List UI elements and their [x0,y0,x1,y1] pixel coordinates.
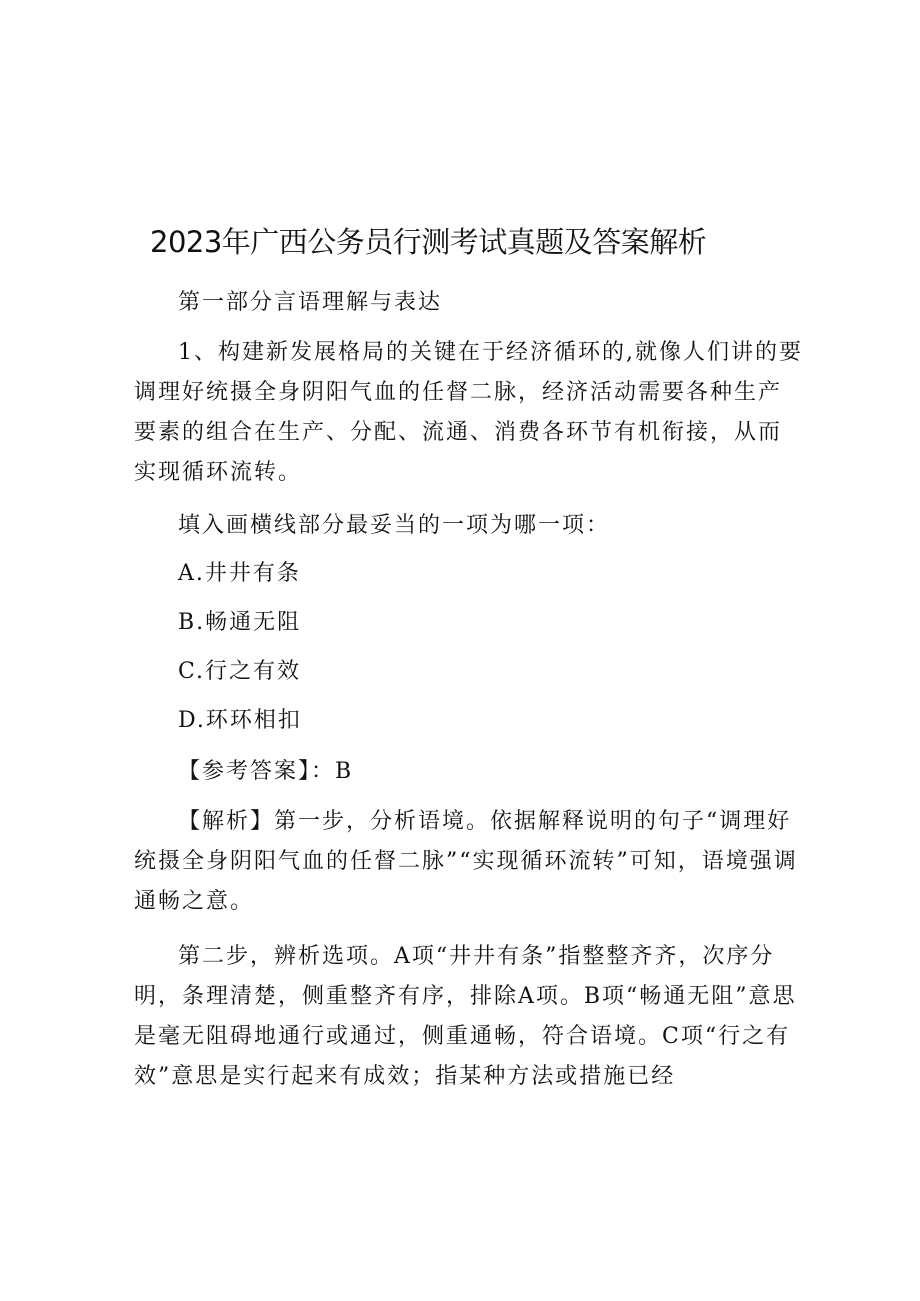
question-prompt: 填入画横线部分最妥当的一项为哪一项： [178,513,611,538]
option-d: D.环环相扣 [178,708,302,733]
option-c: C.行之有效 [178,659,302,684]
option-b: B.畅通无阻 [178,610,302,635]
document-title: 2023年广西公务员行测考试真题及答案解析 [150,225,707,259]
reference-answer: 【参考答案】：B [178,759,354,784]
analysis-step-1: 【解析】第一步，分析语境。依据解释说明的句子“调理好统摄全身阴阳气血的任督二脉”“实现循环流转”可知，语境强调通畅之意。 [134,809,798,914]
option-a: A.井井有条 [178,561,301,586]
section-heading: 第一部分言语理解与表达 [178,290,443,315]
question-text: 1、构建新发展格局的关键在于经济循环的,就像人们讲的要调理好统摄全身阴阳气血的任督二脉，经济活动需要各种生产要素的组合在生产、分配、流通、消费各环节有机衔接，从而实现循环流转。 [134,340,803,485]
analysis-step-2: 第二步，辨析选项。A项“井井有条”指整整齐齐，次序分明，条理清楚，侧重整齐有序，排除A项。B项“畅通无阻”意思是毫无阻碍地通行或通过，侧重通畅，符合语境。C项“行之有效”意思是实行起来有成效；指某种方法或措施已经 [134,944,797,1089]
